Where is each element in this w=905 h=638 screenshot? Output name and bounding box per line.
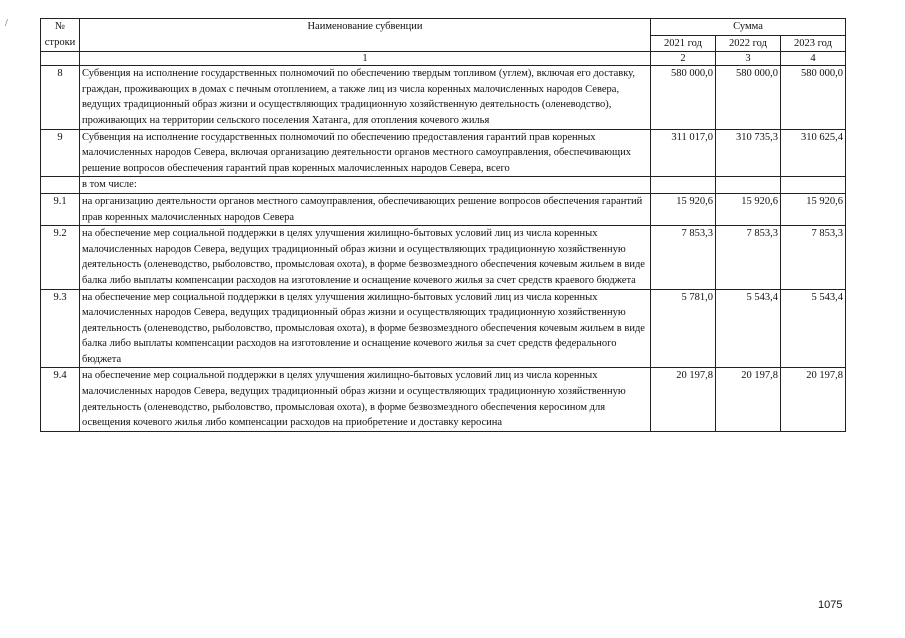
year-header-2021: 2021 год xyxy=(651,35,716,52)
subsidy-name: на обеспечение мер социальной поддержки в целях улучшения жилищно-бытовых условий лиц из числа коренных малочисленных народов Севера, ведущих традиционный образ жизни и осуществляющих традиционную хозяйственную деятельность (оленеводство, рыболовство, промысловая охота), в форме безвозмездного обеспечения кочевым жильем в виде балка либо выплаты компенсации расходов на изготовление и оснащение кочевого жилья за счет средств федерального бюджета xyxy=(80,289,651,368)
amount-2021: 311 017,0 xyxy=(651,129,716,177)
amount-2021: 7 853,3 xyxy=(651,226,716,289)
table-row xyxy=(41,226,846,289)
amount-2023: 310 625,4 xyxy=(781,129,846,177)
table-row xyxy=(41,368,846,431)
amount-2021: 15 920,6 xyxy=(651,193,716,225)
amount-2022: 580 000,0 xyxy=(716,66,781,129)
subsidy-name: Субвенция на исполнение государственных полномочий по обеспечению твердым топливом (углем), включая его доставку, граждан, проживающих в домах с печным отоплением, а также лиц из числа коренных малочисленных народов Севера, ведущих традиционный образ жизни и осуществляющих традиционную хозяйственную деятельность (оленеводство), проживающих на территории сельского поселения Хатанга, для отопления кочевого жилья xyxy=(80,66,651,129)
subsidy-name: на обеспечение мер социальной поддержки в целях улучшения жилищно-бытовых условий лиц из числа коренных малочисленных народов Севера, ведущих традиционный образ жизни и осуществляющих традиционную хозяйственную деятельность (оленеводство, рыболовство, промысловая охота), в форме безвозмездного обеспечения керосином для освещения кочевого жилья либо компенсации расходов на приобретение и доставку керосина xyxy=(80,368,651,431)
table-row xyxy=(41,66,846,129)
corner-mark: / xyxy=(5,18,8,29)
year-header-2023: 2023 год xyxy=(781,35,846,52)
amount-2021: 20 197,8 xyxy=(651,368,716,431)
amount-2022: 310 735,3 xyxy=(716,129,781,177)
subsidy-name: в том числе: xyxy=(80,177,651,194)
column-index-cell: 3 xyxy=(716,52,781,66)
amount-2023: 15 920,6 xyxy=(781,193,846,225)
amount-2023: 5 543,4 xyxy=(781,289,846,368)
row-number-header: № строки xyxy=(41,19,80,52)
table-row xyxy=(41,289,846,368)
row-number: 9.1 xyxy=(41,193,80,225)
page-number: 1075 xyxy=(818,599,843,611)
year-header-2022: 2022 год xyxy=(716,35,781,52)
subsidy-name: на обеспечение мер социальной поддержки в целях улучшения жилищно-бытовых условий лиц из числа коренных малочисленных народов Севера, ведущих традиционный образ жизни и осуществляющих традиционную хозяйственную деятельность (оленеводство, рыболовство, промысловая охота), в форме безвозмездного обеспечения кочевым жильем в виде балка либо выплаты компенсации расходов на изготовление и оснащение кочевого жилья за счет средств краевого бюджета xyxy=(80,226,651,289)
subsidy-name: Субвенция на исполнение государственных полномочий по обеспечению предоставления гарантий прав коренных малочисленных народов Севера, включая организацию деятельности органов местного самоуправления, обеспечивающих решение вопросов обеспечения гарантий прав коренных малочисленных народов Севера, всего xyxy=(80,129,651,177)
amount-2022: 20 197,8 xyxy=(716,368,781,431)
amount-2021: 5 781,0 xyxy=(651,289,716,368)
amount-2022: 5 543,4 xyxy=(716,289,781,368)
amount-2022: 7 853,3 xyxy=(716,226,781,289)
table-row xyxy=(41,193,846,225)
column-index-cell: 4 xyxy=(781,52,846,66)
subsidy-table xyxy=(40,18,846,432)
subsidy-name-header: Наименование субвенции xyxy=(80,19,651,52)
column-index-cell: 2 xyxy=(651,52,716,66)
table-row xyxy=(41,177,846,194)
header-row-top xyxy=(41,19,846,36)
row-number xyxy=(41,177,80,194)
column-index-row xyxy=(41,52,846,66)
amount-2023: 20 197,8 xyxy=(781,368,846,431)
row-number: 9.2 xyxy=(41,226,80,289)
amount-2021 xyxy=(651,177,716,194)
table-row xyxy=(41,129,846,177)
amount-2023: 7 853,3 xyxy=(781,226,846,289)
subsidy-name: на организацию деятельности органов местного самоуправления, обеспечивающих решение вопросов обеспечения гарантий прав коренных малочисленных народов Севера xyxy=(80,193,651,225)
amount-2023 xyxy=(781,177,846,194)
amount-2021: 580 000,0 xyxy=(651,66,716,129)
row-number: 9.4 xyxy=(41,368,80,431)
amount-header: Сумма xyxy=(651,19,846,36)
row-number: 9.3 xyxy=(41,289,80,368)
row-number: 8 xyxy=(41,66,80,129)
column-index-cell xyxy=(41,52,80,66)
column-index-cell: 1 xyxy=(80,52,651,66)
amount-2022 xyxy=(716,177,781,194)
amount-2022: 15 920,6 xyxy=(716,193,781,225)
row-number: 9 xyxy=(41,129,80,177)
amount-2023: 580 000,0 xyxy=(781,66,846,129)
